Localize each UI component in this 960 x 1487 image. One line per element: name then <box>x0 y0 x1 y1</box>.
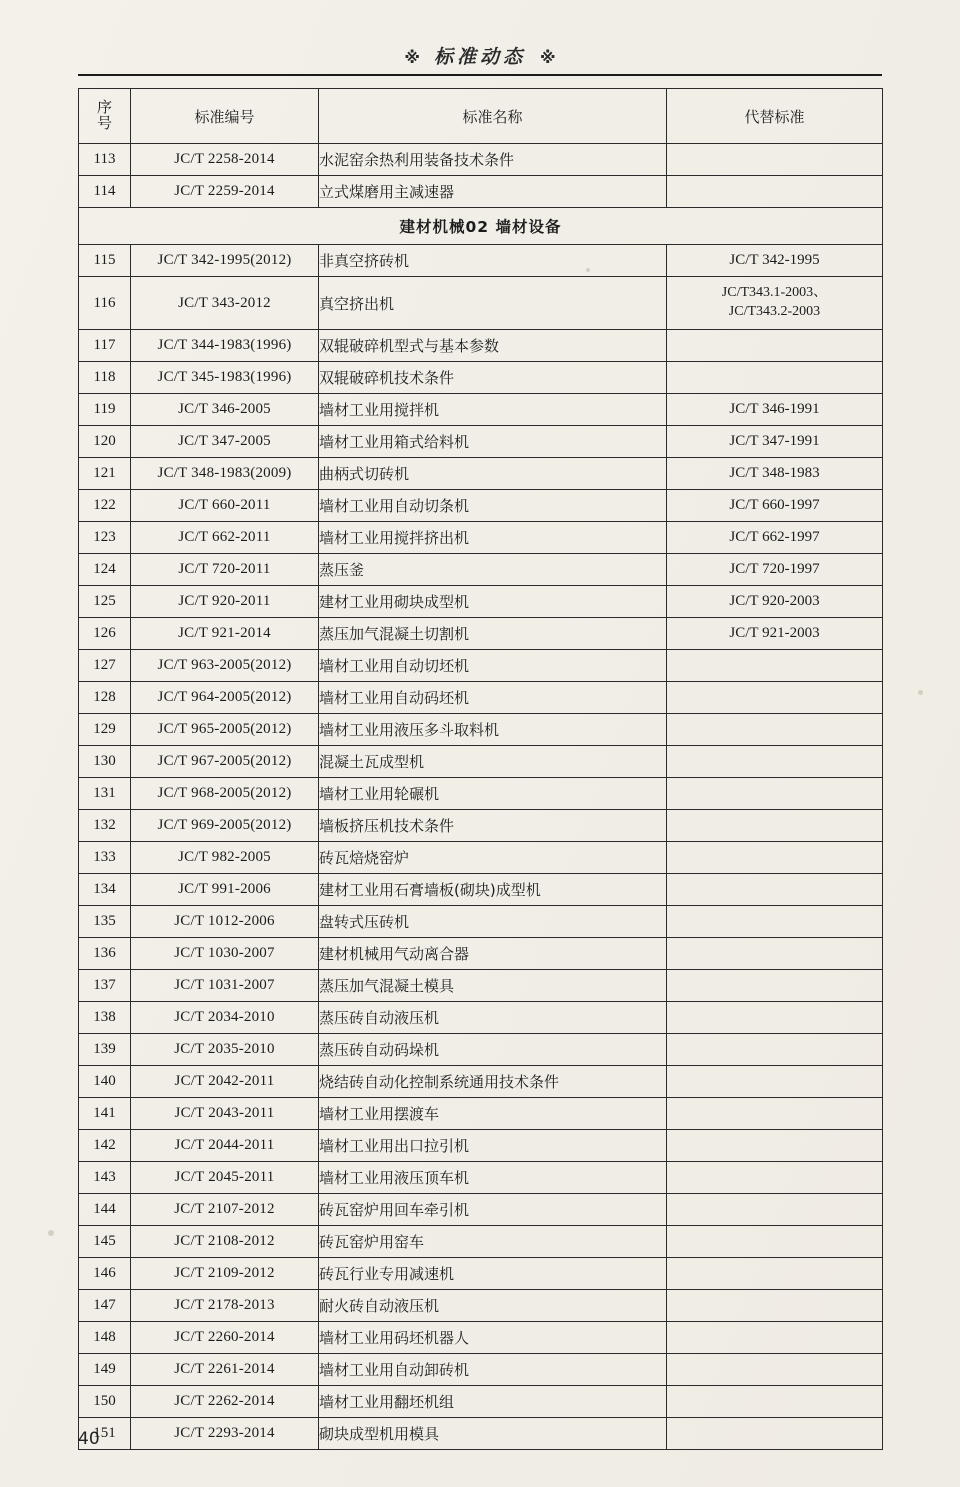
cell-replaced-standard <box>667 842 883 874</box>
column-header-code: 标准编号 <box>131 89 319 144</box>
table-row <box>79 458 883 490</box>
table-row <box>79 245 883 277</box>
page-header <box>0 42 960 69</box>
cell-replaced-standard: JC/T 920-2003 <box>667 586 883 618</box>
table-row <box>79 362 883 394</box>
table-row <box>79 618 883 650</box>
cell-serial-number: 142 <box>79 1130 131 1162</box>
table-body <box>79 144 883 1450</box>
table-row <box>79 1098 883 1130</box>
cell-standard-code: JC/T 2107-2012 <box>131 1194 319 1226</box>
table-row <box>79 778 883 810</box>
table-row <box>79 650 883 682</box>
cell-serial-number: 120 <box>79 426 131 458</box>
cell-serial-number: 136 <box>79 938 131 970</box>
cell-standard-name: 砖瓦窑炉用窑车 <box>319 1226 667 1258</box>
cell-standard-name: 墙材工业用液压多斗取料机 <box>319 714 667 746</box>
cell-serial-number: 122 <box>79 490 131 522</box>
cell-replaced-standard: JC/T 348-1983 <box>667 458 883 490</box>
cell-serial-number: 135 <box>79 906 131 938</box>
table-section-header-row <box>79 208 883 245</box>
cell-serial-number: 132 <box>79 810 131 842</box>
cell-replaced-standard <box>667 1386 883 1418</box>
cell-replaced-standard <box>667 1002 883 1034</box>
table-row <box>79 746 883 778</box>
cell-serial-number: 137 <box>79 970 131 1002</box>
cell-standard-name: 墙材工业用出口拉引机 <box>319 1130 667 1162</box>
cell-standard-name: 墙材工业用摆渡车 <box>319 1098 667 1130</box>
cell-standard-name: 建材机械用气动离合器 <box>319 938 667 970</box>
cell-standard-name: 砖瓦窑炉用回车牵引机 <box>319 1194 667 1226</box>
cell-standard-code: JC/T 2108-2012 <box>131 1226 319 1258</box>
cell-replaced-standard <box>667 1290 883 1322</box>
table-row <box>79 490 883 522</box>
cell-standard-name: 烧结砖自动化控制系统通用技术条件 <box>319 1066 667 1098</box>
cell-replaced-standard <box>667 1130 883 1162</box>
cell-standard-code: JC/T 1012-2006 <box>131 906 319 938</box>
cell-standard-name: 墙材工业用自动卸砖机 <box>319 1354 667 1386</box>
cell-serial-number: 140 <box>79 1066 131 1098</box>
cell-replaced-standard <box>667 970 883 1002</box>
cell-replaced-standard <box>667 362 883 394</box>
cell-standard-name: 双辊破碎机技术条件 <box>319 362 667 394</box>
cell-standard-name: 砌块成型机用模具 <box>319 1418 667 1450</box>
standards-table <box>78 88 883 1450</box>
cell-serial-number: 134 <box>79 874 131 906</box>
cell-replaced-standard <box>667 144 883 176</box>
cell-standard-code: JC/T 2044-2011 <box>131 1130 319 1162</box>
table-row <box>79 842 883 874</box>
cell-serial-number: 124 <box>79 554 131 586</box>
cell-standard-name: 蒸压加气混凝土切割机 <box>319 618 667 650</box>
cell-serial-number: 113 <box>79 144 131 176</box>
cell-standard-name: 非真空挤砖机 <box>319 245 667 277</box>
table-row <box>79 1258 883 1290</box>
cell-standard-code: JC/T 346-2005 <box>131 394 319 426</box>
cell-standard-name: 蒸压釜 <box>319 554 667 586</box>
cell-serial-number: 145 <box>79 1226 131 1258</box>
cell-standard-name: 曲柄式切砖机 <box>319 458 667 490</box>
table-row <box>79 970 883 1002</box>
cell-standard-code: JC/T 965-2005(2012) <box>131 714 319 746</box>
cell-standard-name: 墙材工业用搅拌挤出机 <box>319 522 667 554</box>
cell-serial-number: 151 <box>79 1418 131 1450</box>
decorative-mark-right: ※ <box>540 48 556 67</box>
table-row <box>79 394 883 426</box>
cell-serial-number: 123 <box>79 522 131 554</box>
cell-standard-name: 墙材工业用自动切条机 <box>319 490 667 522</box>
cell-replaced-standard: JC/T 720-1997 <box>667 554 883 586</box>
cell-standard-name: 建材工业用砌块成型机 <box>319 586 667 618</box>
cell-standard-name: 砖瓦焙烧窑炉 <box>319 842 667 874</box>
cell-standard-name: 墙材工业用翻坯机组 <box>319 1386 667 1418</box>
cell-replaced-standard <box>667 714 883 746</box>
table-row <box>79 874 883 906</box>
cell-serial-number: 150 <box>79 1386 131 1418</box>
cell-standard-name: 墙材工业用搅拌机 <box>319 394 667 426</box>
paper-speck <box>918 690 923 695</box>
cell-standard-code: JC/T 1031-2007 <box>131 970 319 1002</box>
cell-standard-code: JC/T 991-2006 <box>131 874 319 906</box>
table-row <box>79 522 883 554</box>
cell-standard-code: JC/T 2262-2014 <box>131 1386 319 1418</box>
table-row <box>79 1066 883 1098</box>
cell-standard-name: 建材工业用石膏墙板(砌块)成型机 <box>319 874 667 906</box>
cell-replaced-standard <box>667 1194 883 1226</box>
cell-standard-code: JC/T 2293-2014 <box>131 1418 319 1450</box>
cell-standard-name: 双辊破碎机型式与基本参数 <box>319 330 667 362</box>
cell-replaced-standard: JC/T 347-1991 <box>667 426 883 458</box>
table-row <box>79 1354 883 1386</box>
table-row <box>79 1418 883 1450</box>
standards-table-container <box>78 88 882 1450</box>
cell-standard-code: JC/T 720-2011 <box>131 554 319 586</box>
cell-replaced-standard <box>667 650 883 682</box>
cell-standard-code: JC/T 2260-2014 <box>131 1322 319 1354</box>
table-row <box>79 330 883 362</box>
table-row <box>79 1130 883 1162</box>
cell-replaced-standard <box>667 176 883 208</box>
cell-serial-number: 119 <box>79 394 131 426</box>
cell-standard-name: 墙材工业用码坯机器人 <box>319 1322 667 1354</box>
table-row <box>79 554 883 586</box>
table-row <box>79 682 883 714</box>
cell-replaced-standard <box>667 682 883 714</box>
table-row <box>79 906 883 938</box>
cell-serial-number: 139 <box>79 1034 131 1066</box>
cell-replaced-standard: JC/T343.1-2003、 JC/T343.2-2003 <box>667 277 883 330</box>
cell-standard-code: JC/T 969-2005(2012) <box>131 810 319 842</box>
cell-standard-code: JC/T 2178-2013 <box>131 1290 319 1322</box>
table-row <box>79 144 883 176</box>
cell-serial-number: 116 <box>79 277 131 330</box>
cell-serial-number: 126 <box>79 618 131 650</box>
cell-standard-code: JC/T 968-2005(2012) <box>131 778 319 810</box>
cell-standard-name: 蒸压砖自动液压机 <box>319 1002 667 1034</box>
table-header-row <box>79 89 883 144</box>
cell-standard-code: JC/T 2259-2014 <box>131 176 319 208</box>
cell-replaced-standard <box>667 874 883 906</box>
header-title: 标准动态 <box>433 46 526 68</box>
cell-standard-code: JC/T 2045-2011 <box>131 1162 319 1194</box>
cell-standard-code: JC/T 347-2005 <box>131 426 319 458</box>
cell-replaced-standard <box>667 1098 883 1130</box>
cell-standard-code: JC/T 1030-2007 <box>131 938 319 970</box>
cell-standard-code: JC/T 2034-2010 <box>131 1002 319 1034</box>
cell-serial-number: 117 <box>79 330 131 362</box>
cell-standard-code: JC/T 2043-2011 <box>131 1098 319 1130</box>
cell-standard-code: JC/T 964-2005(2012) <box>131 682 319 714</box>
cell-replaced-standard <box>667 810 883 842</box>
page-number: 40 <box>78 1429 100 1449</box>
column-header-name: 标准名称 <box>319 89 667 144</box>
cell-standard-code: JC/T 662-2011 <box>131 522 319 554</box>
paper-speck <box>48 1230 54 1236</box>
table-row <box>79 1034 883 1066</box>
cell-standard-name: 砖瓦行业专用减速机 <box>319 1258 667 1290</box>
cell-standard-name: 蒸压砖自动码垛机 <box>319 1034 667 1066</box>
header-rule <box>78 74 882 76</box>
cell-replaced-standard: JC/T 346-1991 <box>667 394 883 426</box>
cell-serial-number: 148 <box>79 1322 131 1354</box>
cell-standard-name: 立式煤磨用主减速器 <box>319 176 667 208</box>
cell-replaced-standard: JC/T 921-2003 <box>667 618 883 650</box>
cell-standard-code: JC/T 967-2005(2012) <box>131 746 319 778</box>
section-title: 建材机械02 墙材设备 <box>79 208 883 245</box>
column-header-no-line2: 号 <box>96 114 112 132</box>
cell-serial-number: 114 <box>79 176 131 208</box>
cell-replaced-standard <box>667 1162 883 1194</box>
cell-standard-code: JC/T 2042-2011 <box>131 1066 319 1098</box>
cell-replaced-standard: JC/T 342-1995 <box>667 245 883 277</box>
cell-standard-code: JC/T 2109-2012 <box>131 1258 319 1290</box>
cell-standard-code: JC/T 342-1995(2012) <box>131 245 319 277</box>
cell-serial-number: 149 <box>79 1354 131 1386</box>
cell-standard-code: JC/T 963-2005(2012) <box>131 650 319 682</box>
cell-replaced-standard <box>667 938 883 970</box>
cell-serial-number: 138 <box>79 1002 131 1034</box>
decorative-mark-left: ※ <box>404 48 420 67</box>
cell-standard-code: JC/T 343-2012 <box>131 277 319 330</box>
cell-standard-name: 混凝土瓦成型机 <box>319 746 667 778</box>
cell-serial-number: 147 <box>79 1290 131 1322</box>
table-row <box>79 1194 883 1226</box>
cell-serial-number: 115 <box>79 245 131 277</box>
cell-standard-name: 水泥窑余热利用装备技术条件 <box>319 144 667 176</box>
cell-standard-name: 墙板挤压机技术条件 <box>319 810 667 842</box>
cell-serial-number: 141 <box>79 1098 131 1130</box>
cell-serial-number: 128 <box>79 682 131 714</box>
cell-replaced-standard: JC/T 660-1997 <box>667 490 883 522</box>
cell-replaced-standard <box>667 330 883 362</box>
cell-serial-number: 131 <box>79 778 131 810</box>
cell-standard-code: JC/T 348-1983(2009) <box>131 458 319 490</box>
paper-speck <box>586 268 590 272</box>
table-row <box>79 1386 883 1418</box>
table-row <box>79 1290 883 1322</box>
cell-serial-number: 125 <box>79 586 131 618</box>
cell-replaced-standard <box>667 1354 883 1386</box>
cell-replaced-standard <box>667 1226 883 1258</box>
table-row <box>79 277 883 330</box>
cell-serial-number: 144 <box>79 1194 131 1226</box>
cell-standard-code: JC/T 660-2011 <box>131 490 319 522</box>
cell-standard-code: JC/T 920-2011 <box>131 586 319 618</box>
cell-serial-number: 143 <box>79 1162 131 1194</box>
column-header-no <box>79 89 131 144</box>
table-row <box>79 714 883 746</box>
cell-standard-code: JC/T 345-1983(1996) <box>131 362 319 394</box>
table-row <box>79 810 883 842</box>
cell-standard-code: JC/T 344-1983(1996) <box>131 330 319 362</box>
cell-replaced-standard <box>667 778 883 810</box>
cell-serial-number: 121 <box>79 458 131 490</box>
cell-replaced-standard <box>667 906 883 938</box>
cell-standard-code: JC/T 2258-2014 <box>131 144 319 176</box>
table-row <box>79 938 883 970</box>
table-row <box>79 1002 883 1034</box>
cell-replaced-standard <box>667 1066 883 1098</box>
table-row <box>79 176 883 208</box>
table-row <box>79 586 883 618</box>
table-row <box>79 1322 883 1354</box>
table-row <box>79 1226 883 1258</box>
cell-serial-number: 118 <box>79 362 131 394</box>
column-header-no-line1: 序 <box>96 98 112 117</box>
cell-standard-name: 墙材工业用自动切坯机 <box>319 650 667 682</box>
cell-standard-code: JC/T 2035-2010 <box>131 1034 319 1066</box>
cell-serial-number: 127 <box>79 650 131 682</box>
column-header-replace: 代替标准 <box>667 89 883 144</box>
table-row <box>79 1162 883 1194</box>
cell-standard-name: 蒸压加气混凝土模具 <box>319 970 667 1002</box>
cell-serial-number: 130 <box>79 746 131 778</box>
cell-serial-number: 133 <box>79 842 131 874</box>
cell-standard-code: JC/T 2261-2014 <box>131 1354 319 1386</box>
cell-standard-code: JC/T 982-2005 <box>131 842 319 874</box>
cell-standard-code: JC/T 921-2014 <box>131 618 319 650</box>
cell-standard-name: 墙材工业用液压顶车机 <box>319 1162 667 1194</box>
cell-serial-number: 146 <box>79 1258 131 1290</box>
cell-standard-name: 盘转式压砖机 <box>319 906 667 938</box>
cell-replaced-standard <box>667 1258 883 1290</box>
cell-replaced-standard <box>667 1034 883 1066</box>
cell-standard-name: 墙材工业用自动码坯机 <box>319 682 667 714</box>
cell-standard-name: 墙材工业用箱式给料机 <box>319 426 667 458</box>
cell-replaced-standard <box>667 1322 883 1354</box>
cell-standard-name: 墙材工业用轮碾机 <box>319 778 667 810</box>
cell-replaced-standard <box>667 746 883 778</box>
table-row <box>79 426 883 458</box>
cell-standard-name: 耐火砖自动液压机 <box>319 1290 667 1322</box>
cell-replaced-standard <box>667 1418 883 1450</box>
cell-replaced-standard: JC/T 662-1997 <box>667 522 883 554</box>
cell-standard-name: 真空挤出机 <box>319 277 667 330</box>
cell-serial-number: 129 <box>79 714 131 746</box>
